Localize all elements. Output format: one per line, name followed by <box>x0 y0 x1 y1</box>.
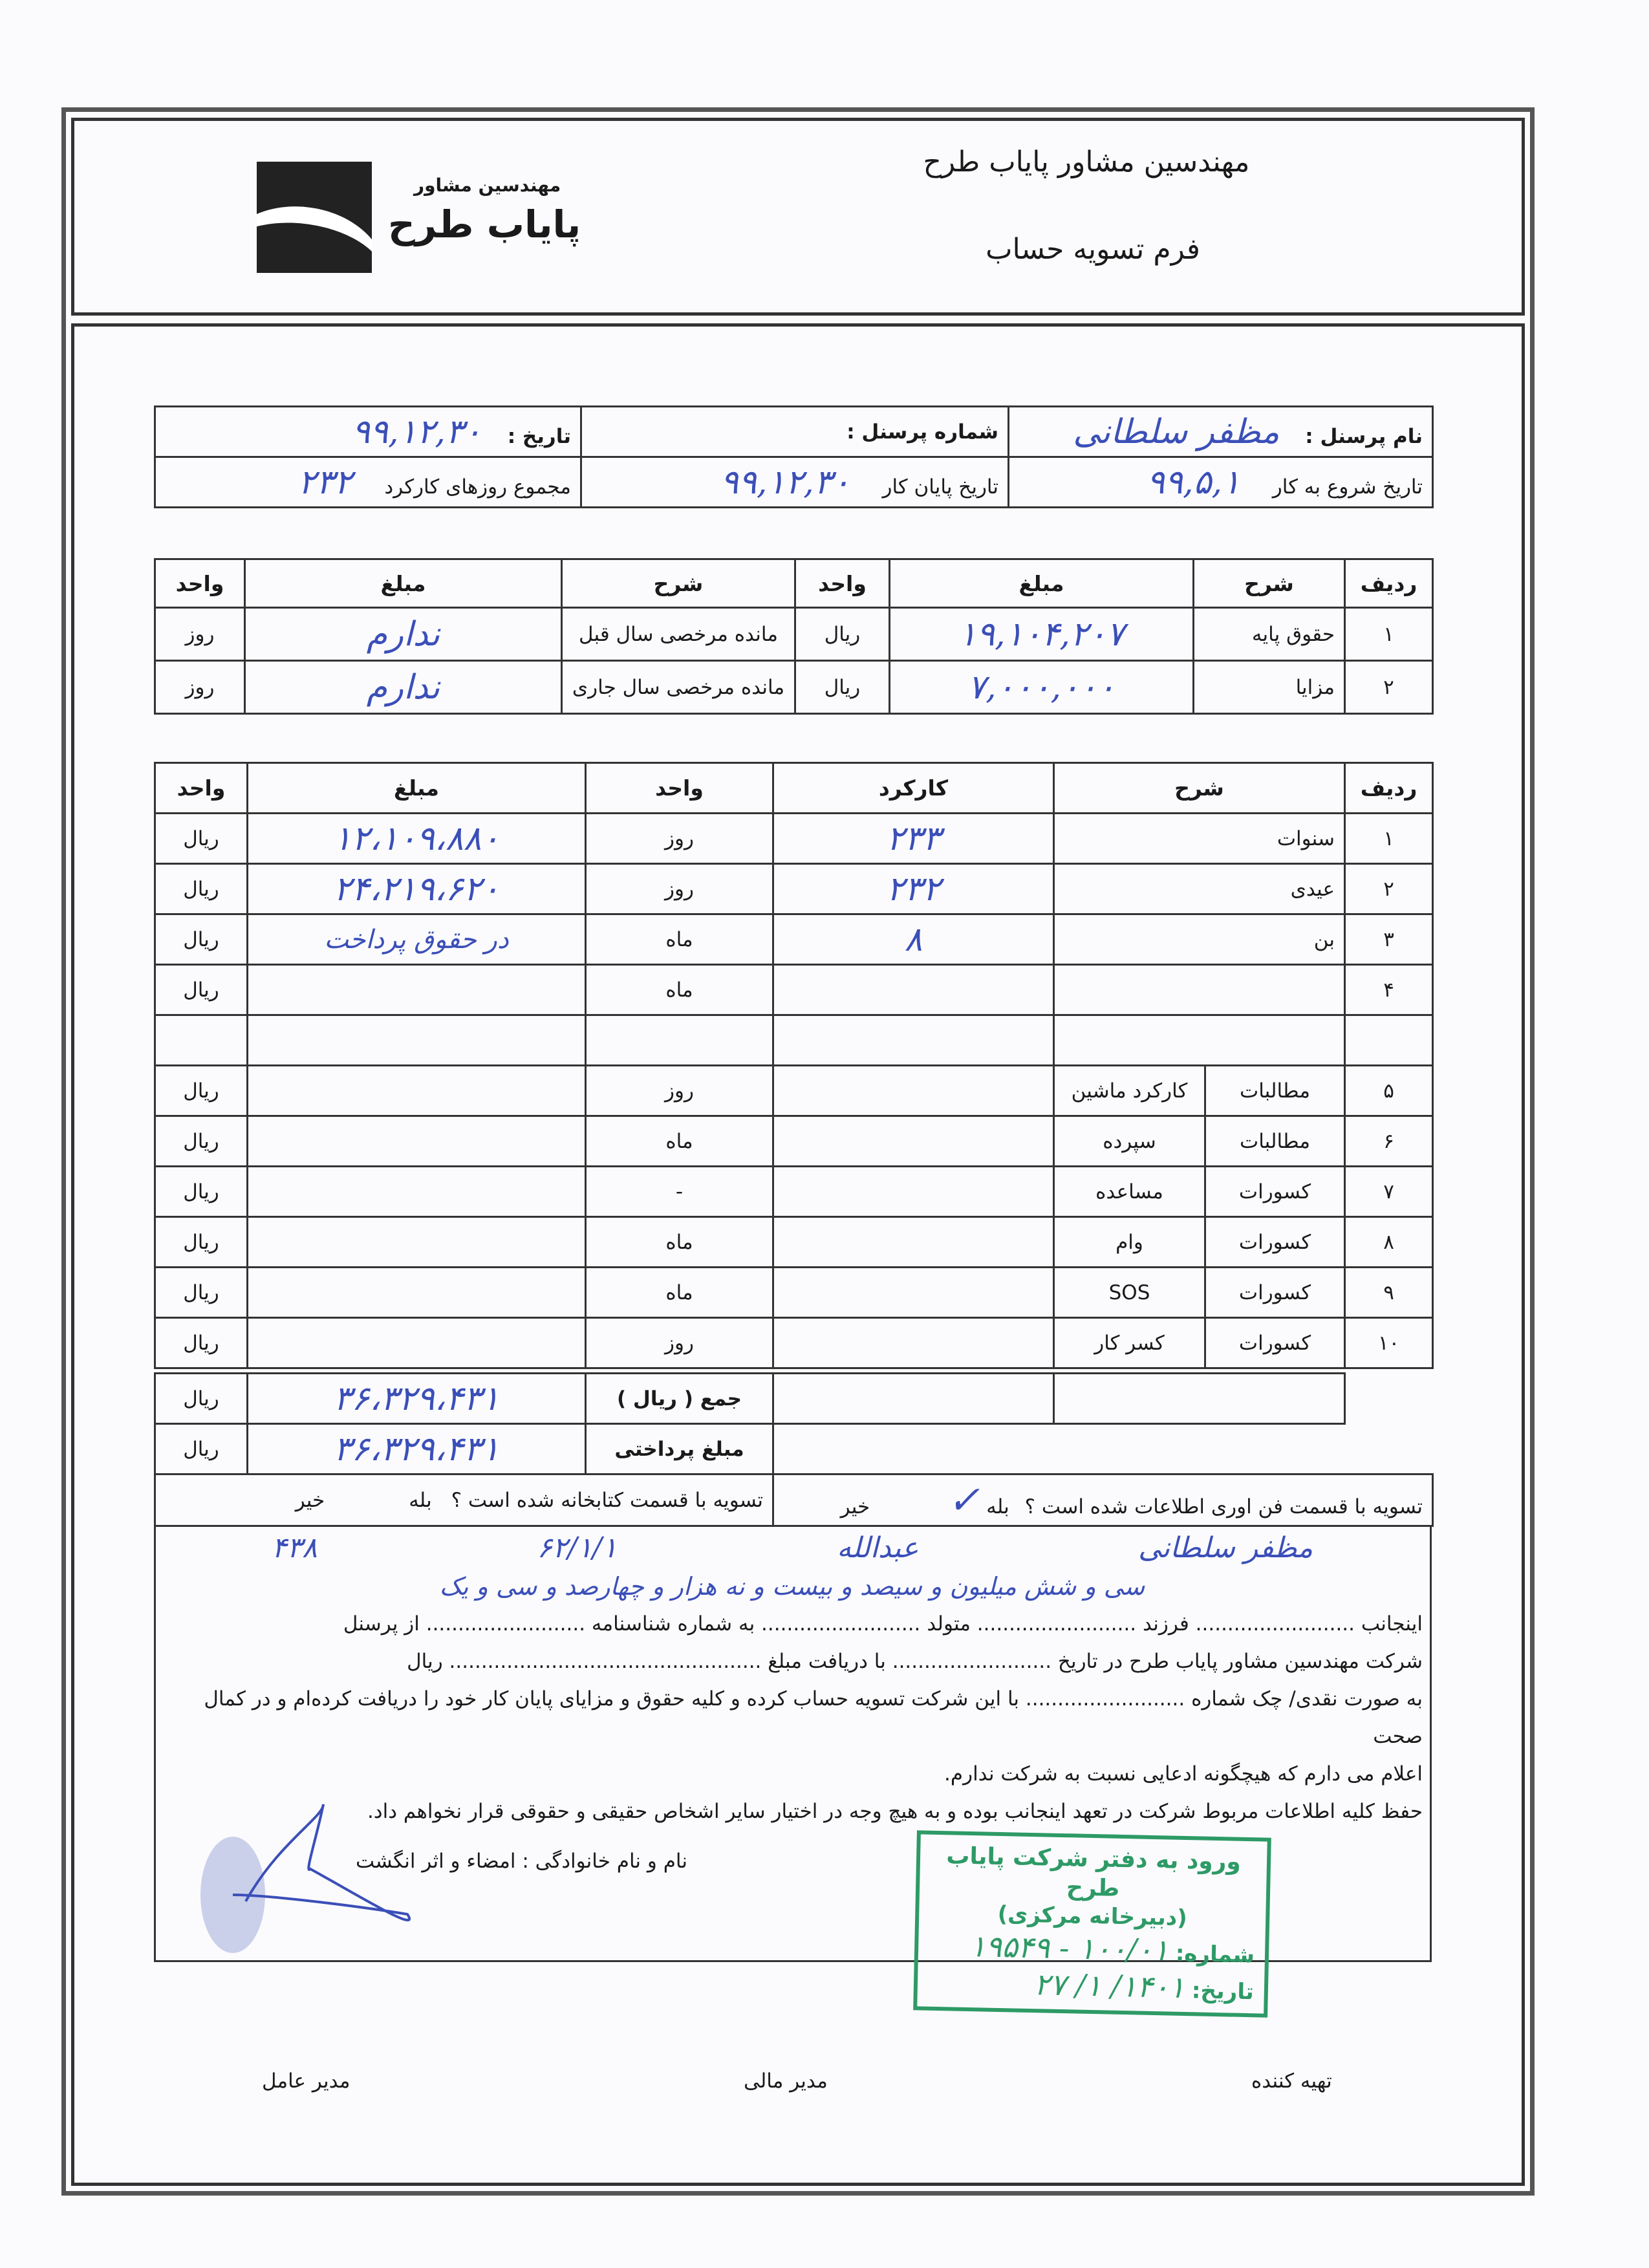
table2-cell-desc: SOS <box>1054 1268 1205 1318</box>
table2-cell-work: ۲۳۳ <box>773 814 1054 864</box>
total-value: ۳۶،۳۲۹،۴۳۱ <box>248 1374 586 1424</box>
it-yes-check: ✓ <box>947 1477 980 1523</box>
table2-cell-unit2: ریال <box>155 1066 248 1116</box>
statement-line-3: به صورت نقدی/ چک شماره ......................... با این شرکت تسویه حساب کرده و کلیه حقوق و مزایای پایان کار خود را دریافت کرده‌ام و در کمال صحت <box>204 1687 1423 1748</box>
settlement-questions <box>154 1473 1434 1527</box>
table2-cell-no: ۵ <box>1345 1066 1433 1116</box>
table1-header: واحد <box>155 559 245 608</box>
table2-cell-desc <box>1054 1015 1345 1066</box>
statement-line-4: اعلام می دارم که هیچگونه ادعایی نسبت به شرکت ندارم. <box>944 1762 1423 1786</box>
table1-cell-amount: ۱۹,۱۰۴,۲۰۷ <box>890 608 1194 661</box>
table2-header: واحد <box>155 763 248 814</box>
table2-cell-desc: عیدی <box>1054 864 1345 914</box>
statement-text <box>162 1605 1423 1830</box>
table1-cell-unit: ریال <box>795 661 890 714</box>
table2-cell-desc: مساعده <box>1054 1167 1205 1217</box>
table2-cell-amount <box>248 1066 586 1116</box>
date-value: ۹۹,۱۲,۳۰ <box>352 412 482 451</box>
stamp-date-label: تاریخ: <box>1191 1978 1255 2005</box>
registry-stamp <box>913 1830 1271 2017</box>
paid-table <box>154 1423 774 1475</box>
table2-cell-unit: روز <box>586 1066 773 1116</box>
table2-cell-no: ۳ <box>1345 914 1433 965</box>
name-value: مظفر سلطانی <box>1073 412 1280 451</box>
table2-cell-work <box>773 1268 1054 1318</box>
it-question-cell <box>773 1474 1433 1526</box>
start-value: ۹۹,۵,۱ <box>1147 462 1240 502</box>
days-value: ۲۳۲ <box>297 462 352 502</box>
table1-cell-desc2: مانده مرخصی سال جاری <box>562 661 795 714</box>
table2-cell-desc: کارکرد ماشین <box>1054 1066 1205 1116</box>
table2-cell-amount <box>248 1217 586 1268</box>
table2-cell-work: ۸ <box>773 914 1054 965</box>
personnel-info-table <box>154 405 1434 508</box>
personnel-no-cell <box>581 407 1009 457</box>
table2-row <box>155 914 1433 965</box>
table2-cell-amount <box>248 1015 586 1066</box>
table1-header: ردیف <box>1345 559 1433 608</box>
statement-line-5: حفظ کلیه اطلاعات مربوط شرکت در تعهد اینجانب بوده و به هیچ وجه در اختیار سایر اشخاص حقیقی و حقوقی قرار نخواهم داد. <box>367 1800 1423 1823</box>
table2-cell-no: ۴ <box>1345 965 1433 1015</box>
table2-row <box>155 1066 1433 1116</box>
table2-cell-amount: در حقوق پرداخت <box>248 914 586 965</box>
table2-cell-unit: ماه <box>586 1217 773 1268</box>
library-question-cell <box>155 1474 773 1526</box>
table2-row <box>155 814 1433 864</box>
it-no[interactable]: خیر <box>840 1495 870 1518</box>
table2-cell-category: کسورات <box>1205 1167 1345 1217</box>
end-cell <box>581 457 1009 508</box>
table2-cell-category: کسورات <box>1205 1217 1345 1268</box>
table2-cell-desc: بن <box>1054 914 1345 965</box>
table1-header: مبلغ <box>245 559 562 608</box>
table2-cell-amount: ۲۴،۲۱۹،۶۲۰ <box>248 864 586 914</box>
table2-cell-unit: - <box>586 1167 773 1217</box>
table2-cell-unit2: ریال <box>155 1217 248 1268</box>
handwritten-name: مظفر سلطانی <box>1138 1531 1313 1564</box>
table2-cell-unit2: ریال <box>155 1318 248 1368</box>
table1-header: واحد <box>795 559 890 608</box>
table2-cell-category: کسورات <box>1205 1318 1345 1368</box>
handwritten-amount-row <box>162 1569 1423 1604</box>
ceo-label: مدیر عامل <box>262 2069 350 2093</box>
table2-header: واحد <box>586 763 773 814</box>
handwritten-father: عبدالله <box>837 1531 919 1564</box>
table2-cell-category: مطالبات <box>1205 1116 1345 1167</box>
handwritten-birth: ۶۲/۱/۱ <box>537 1531 618 1564</box>
table2-cell-unit: ماه <box>586 965 773 1015</box>
totals-table <box>154 1372 1346 1425</box>
table2-cell-amount <box>248 1268 586 1318</box>
table1-cell-unit2: روز <box>155 661 245 714</box>
library-yes[interactable]: بله <box>409 1488 432 1512</box>
table1-cell-no: ۲ <box>1345 661 1433 714</box>
salary-table <box>154 558 1434 715</box>
table2-cell-desc: سنوات <box>1054 814 1345 864</box>
stamp-line-2: (دبیرخانه مرکزی) <box>997 1901 1188 1932</box>
table2-cell-work <box>773 965 1054 1015</box>
table2-cell-no: ۲ <box>1345 864 1433 914</box>
table2-cell-unit2: ریال <box>155 1268 248 1318</box>
table2-cell-unit2: ریال <box>155 1167 248 1217</box>
logo-text-small: مهندسین مشاور <box>414 175 561 196</box>
days-cell <box>155 457 581 508</box>
table1-cell-amount: ۷,۰۰۰,۰۰۰ <box>890 661 1194 714</box>
table2-cell-no: ۱ <box>1345 814 1433 864</box>
it-yes[interactable]: بله <box>986 1495 1009 1518</box>
table1-cell-no: ۱ <box>1345 608 1433 661</box>
table2-row <box>155 965 1433 1015</box>
table2-cell-category: مطالبات <box>1205 1066 1345 1116</box>
total-unit: ریال <box>155 1374 248 1424</box>
paid-unit: ریال <box>155 1424 248 1474</box>
company-logo <box>257 162 372 273</box>
preparer-label: تهیه کننده <box>1251 2069 1332 2093</box>
it-question: تسویه با قسمت فن اوری اطلاعات شده است ؟ <box>1024 1495 1423 1518</box>
table2-row <box>155 1217 1433 1268</box>
date-cell <box>155 407 581 457</box>
table2-cell-work <box>773 1167 1054 1217</box>
table1-cell-unit: ریال <box>795 608 890 661</box>
handwritten-fill-ins <box>162 1529 1423 1568</box>
stamp-date-value: ۱۴۰۱/ ۱/ ۲۷ <box>1033 1967 1185 2005</box>
table2-row <box>155 1167 1433 1217</box>
paid-label: مبلغ پرداختی <box>586 1424 773 1474</box>
table2-cell-no: ۱۰ <box>1345 1318 1433 1368</box>
table1-cell-desc: مزایا <box>1194 661 1345 714</box>
signature-and-fingerprint <box>175 1798 433 1960</box>
table2-cell-unit <box>586 1015 773 1066</box>
table2-header: شرح <box>1054 763 1345 814</box>
start-label: تاریخ شروع به کار <box>1272 475 1423 499</box>
table2-row <box>155 1116 1433 1167</box>
name-label: نام پرسنل : <box>1305 424 1423 448</box>
table2-cell-unit: ماه <box>586 1268 773 1318</box>
table1-row <box>155 661 1433 714</box>
table2-header: ردیف <box>1345 763 1433 814</box>
table2-cell-unit2: ریال <box>155 864 248 914</box>
table1-header: شرح <box>562 559 795 608</box>
total-label: جمع ( ریال ) <box>586 1374 773 1424</box>
total-empty-2 <box>773 1374 1054 1424</box>
table2-cell-category: کسورات <box>1205 1268 1345 1318</box>
library-no[interactable]: خیر <box>295 1488 325 1512</box>
table2-cell-unit: ماه <box>586 914 773 965</box>
table2-cell-unit: ماه <box>586 1116 773 1167</box>
stamp-number-value: ۱۰۰/۰۱ - ۱۹۵۴۹ <box>969 1928 1169 1967</box>
table1-cell-desc2: مانده مرخصی سال قبل <box>562 608 795 661</box>
table2-cell-unit2: ریال <box>155 1116 248 1167</box>
table2-header: کارکرد <box>773 763 1054 814</box>
table1-cell-amount2: ندارم <box>245 608 562 661</box>
form-title: فرم تسویه حساب <box>986 233 1200 266</box>
stamp-number-label: شماره: <box>1175 1940 1255 1968</box>
library-question: تسویه با قسمت کتابخانه شده است ؟ <box>451 1488 763 1512</box>
table2-cell-work <box>773 1015 1054 1066</box>
table2-cell-amount <box>248 1167 586 1217</box>
table2-cell-unit2: ریال <box>155 814 248 864</box>
total-empty-1 <box>1054 1374 1345 1424</box>
company-name: مهندسین مشاور پایاب طرح <box>923 146 1250 178</box>
table2-cell-work <box>773 1318 1054 1368</box>
table2-cell-unit: روز <box>586 1318 773 1368</box>
table1-cell-amount2: ندارم <box>245 661 562 714</box>
personnel-no-label: شماره پرسنل : <box>846 420 998 444</box>
signature-label: نام و نام خانوادگی : امضاء و اثر انگشت <box>356 1850 687 1873</box>
handwritten-id: ۴۳۸ <box>271 1531 318 1564</box>
table2-cell-unit: روز <box>586 814 773 864</box>
table2-row <box>155 1015 1433 1066</box>
finance-manager-label: مدیر مالی <box>744 2069 828 2093</box>
stamp-line-1: ورود به دفتر شرکت پایاب طرح <box>945 1842 1242 1902</box>
table2-cell-work <box>773 1116 1054 1167</box>
table1-cell-unit2: روز <box>155 608 245 661</box>
end-value: ۹۹,۱۲,۳۰ <box>720 462 850 502</box>
table2-cell-desc <box>1054 965 1345 1015</box>
start-cell <box>1009 457 1433 508</box>
date-label: تاریخ : <box>507 424 571 448</box>
table2-cell-amount <box>248 965 586 1015</box>
table2-row <box>155 864 1433 914</box>
table2-cell-unit2 <box>155 1015 248 1066</box>
table2-cell-unit2: ریال <box>155 914 248 965</box>
table2-cell-no: ۸ <box>1345 1217 1433 1268</box>
table2-row <box>155 1268 1433 1318</box>
table2-cell-work: ۲۳۲ <box>773 864 1054 914</box>
table1-header: مبلغ <box>890 559 1194 608</box>
statement-line-1: اینجانب ......................... فرزند ......................... متولد ......................... به شماره شناسنامه ......................... از پرسنل <box>343 1612 1423 1636</box>
table2-cell-unit: روز <box>586 864 773 914</box>
table1-header: شرح <box>1194 559 1345 608</box>
name-cell <box>1009 407 1433 457</box>
settlement-items-table <box>154 762 1434 1369</box>
table2-cell-desc: وام <box>1054 1217 1205 1268</box>
table1-row <box>155 608 1433 661</box>
handwritten-amount: سی و شش میلیون و سیصد و بیست و نه هزار و چهارصد و سی و یک <box>439 1572 1145 1601</box>
table2-cell-work <box>773 1066 1054 1116</box>
table2-cell-no: ۶ <box>1345 1116 1433 1167</box>
table2-cell-desc: کسر کار <box>1054 1318 1205 1368</box>
table2-cell-amount <box>248 1116 586 1167</box>
table1-cell-desc: حقوق پایه <box>1194 608 1345 661</box>
table2-row <box>155 1318 1433 1368</box>
table2-cell-unit2: ریال <box>155 965 248 1015</box>
statement-line-2: شرکت مهندسین مشاور پایاب طرح در تاریخ ......................... با دریافت مبلغ ................................................. ریال <box>407 1650 1423 1673</box>
table2-cell-work <box>773 1217 1054 1268</box>
table2-cell-amount: ۱۲،۱۰۹،۸۸۰ <box>248 814 586 864</box>
table2-header: مبلغ <box>248 763 586 814</box>
table2-cell-no: ۷ <box>1345 1167 1433 1217</box>
table2-cell-amount <box>248 1318 586 1368</box>
table2-cell-desc: سپرده <box>1054 1116 1205 1167</box>
table2-cell-no <box>1345 1015 1433 1066</box>
days-label: مجموع روزهای کارکرد <box>384 475 571 499</box>
logo-text-large: پایاب طرح <box>388 202 581 246</box>
paid-value: ۳۶،۳۲۹،۴۳۱ <box>248 1424 586 1474</box>
table2-cell-no: ۹ <box>1345 1268 1433 1318</box>
end-label: تاریخ پایان کار <box>882 475 998 499</box>
